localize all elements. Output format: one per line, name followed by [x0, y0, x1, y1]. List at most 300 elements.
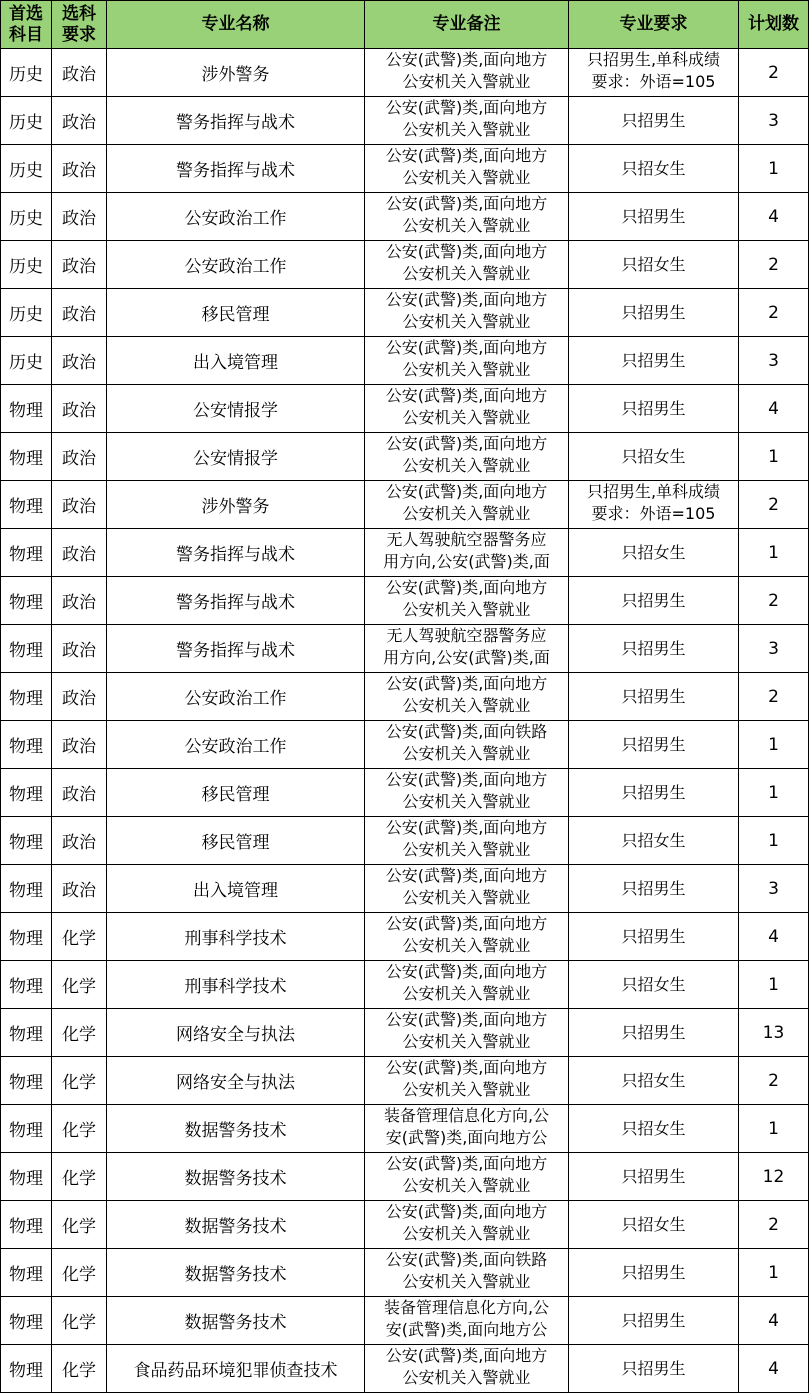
plan-count-cell: [739, 1297, 809, 1345]
major-name-cell: [107, 1201, 365, 1249]
major-note-cell: [365, 481, 569, 529]
major-requirement-cell-text: 只招女生: [621, 446, 686, 466]
plan-count-cell-text: 1: [768, 830, 779, 851]
major-name-cell: [107, 817, 365, 865]
first-subject-cell: [1, 529, 52, 577]
major-name-cell-text: 出入境管理: [193, 881, 278, 901]
first-subject-cell-text: 物理: [9, 1025, 43, 1045]
subject-requirement-cell-text: 化学: [62, 1121, 96, 1141]
major-note-cell: [365, 865, 569, 913]
first-subject-cell: [1, 865, 52, 913]
major-name-cell-text: 警务指挥与战术: [176, 593, 295, 613]
table-row: [1, 1297, 809, 1345]
major-requirement-cell-text: 只招男生,单科成绩 要求：外语=105: [586, 482, 721, 523]
plan-count-cell-text: 1: [768, 446, 779, 467]
major-note-cell-text: 公安(武警)类,面向地方 公安机关入警就业: [385, 146, 548, 187]
major-note-cell-text: 装备管理信息化方向,公 安(武警)类,面向地方公: [383, 1106, 550, 1147]
major-note-cell-text: 公安(武警)类,面向地方 公安机关入警就业: [385, 1346, 548, 1387]
major-note-cell-text: 公安(武警)类,面向地方 公安机关入警就业: [385, 674, 548, 715]
table-row: [1, 241, 809, 289]
plan-count-cell-text: 1: [768, 1262, 779, 1283]
major-note-cell-text: 公安(武警)类,面向地方 公安机关入警就业: [385, 962, 548, 1003]
major-name-cell: [107, 673, 365, 721]
table-row: [1, 769, 809, 817]
major-note-cell-text: 公安(武警)类,面向地方 公安机关入警就业: [385, 578, 548, 619]
major-requirement-cell-text: 只招男生: [621, 926, 686, 946]
major-name-cell-text: 公安政治工作: [184, 689, 287, 709]
major-name-cell-text: 警务指挥与战术: [176, 545, 295, 565]
first-subject-cell: [1, 913, 52, 961]
major-name-cell: [107, 433, 365, 481]
major-requirement-cell-text: 只招女生: [621, 158, 686, 178]
major-requirement-cell-text: 只招女生: [621, 1118, 686, 1138]
major-requirement-cell-text: 只招男生: [621, 1358, 686, 1378]
major-name-cell-text: 涉外警务: [201, 65, 270, 85]
first-subject-cell-text: 物理: [9, 1217, 43, 1237]
subject-requirement-cell-text: 政治: [62, 881, 96, 901]
first-subject-cell: [1, 1009, 52, 1057]
major-note-cell: [365, 625, 569, 673]
table-row: [1, 913, 809, 961]
plan-count-cell: [739, 433, 809, 481]
subject-requirement-cell: [52, 961, 107, 1009]
major-requirement-cell-text: 只招女生: [621, 254, 686, 274]
first-subject-cell: [1, 97, 52, 145]
major-requirement-cell: [569, 1201, 739, 1249]
major-requirement-cell-text: 只招男生: [621, 1310, 686, 1330]
subject-requirement-cell: [52, 1153, 107, 1201]
major-name-cell-text: 刑事科学技术: [184, 929, 287, 949]
major-name-cell: [107, 529, 365, 577]
major-name-cell: [107, 193, 365, 241]
major-note-cell: [365, 673, 569, 721]
table-row: [1, 145, 809, 193]
first-subject-cell-text: 历史: [9, 257, 43, 277]
plan-count-cell: [739, 1057, 809, 1105]
first-subject-cell: [1, 1249, 52, 1297]
table-row: [1, 673, 809, 721]
plan-count-cell-text: 1: [768, 782, 779, 803]
plan-count-cell: [739, 145, 809, 193]
header-subject-requirement-text: 选科 要求: [62, 3, 96, 45]
plan-count-cell-text: 2: [768, 494, 779, 515]
major-note-cell: [365, 145, 569, 193]
major-requirement-cell: [569, 625, 739, 673]
major-requirement-cell: [569, 193, 739, 241]
table-row: [1, 865, 809, 913]
major-note-cell-text: 装备管理信息化方向,公 安(武警)类,面向地方公: [383, 1298, 550, 1339]
first-subject-cell: [1, 577, 52, 625]
subject-requirement-cell: [52, 193, 107, 241]
table-row: [1, 289, 809, 337]
table-row: [1, 1345, 809, 1393]
subject-requirement-cell-text: 政治: [62, 209, 96, 229]
major-requirement-cell-text: 只招男生: [621, 590, 686, 610]
major-note-cell: [365, 1009, 569, 1057]
subject-requirement-cell: [52, 721, 107, 769]
major-note-cell-text: 无人驾驶航空器警务应 用方向,公安(武警)类,面: [383, 530, 550, 571]
major-name-cell: [107, 1297, 365, 1345]
header-major-note: [365, 1, 569, 49]
table-row: [1, 721, 809, 769]
plan-count-cell: [739, 1105, 809, 1153]
plan-count-cell-text: 1: [768, 974, 779, 995]
major-note-cell-text: 公安(武警)类,面向地方 公安机关入警就业: [385, 290, 548, 331]
first-subject-cell: [1, 721, 52, 769]
major-note-cell: [365, 1345, 569, 1393]
first-subject-cell: [1, 1057, 52, 1105]
first-subject-cell-text: 物理: [9, 881, 43, 901]
subject-requirement-cell: [52, 433, 107, 481]
plan-count-cell-text: 4: [768, 1358, 779, 1379]
plan-count-cell: [739, 769, 809, 817]
major-note-cell-text: 公安(武警)类,面向地方 公安机关入警就业: [385, 434, 548, 475]
header-row: [1, 1, 809, 49]
subject-requirement-cell: [52, 337, 107, 385]
subject-requirement-cell-text: 政治: [62, 785, 96, 805]
table-row: [1, 1201, 809, 1249]
major-name-cell: [107, 1009, 365, 1057]
major-requirement-cell-text: 只招男生: [621, 734, 686, 754]
plan-count-cell: [739, 1345, 809, 1393]
major-name-cell-text: 警务指挥与战术: [176, 641, 295, 661]
subject-requirement-cell: [52, 529, 107, 577]
header-first-subject-text: 首选 科目: [9, 3, 43, 45]
major-requirement-cell: [569, 1297, 739, 1345]
major-note-cell: [365, 97, 569, 145]
subject-requirement-cell-text: 化学: [62, 1073, 96, 1093]
major-name-cell-text: 涉外警务: [201, 497, 270, 517]
subject-requirement-cell-text: 政治: [62, 737, 96, 757]
major-note-cell-text: 公安(武警)类,面向地方 公安机关入警就业: [385, 98, 548, 139]
first-subject-cell-text: 物理: [9, 593, 43, 613]
major-note-cell: [365, 1201, 569, 1249]
header-plan-count: [739, 1, 809, 49]
major-note-cell: [365, 289, 569, 337]
major-name-cell: [107, 961, 365, 1009]
header-major-name: [107, 1, 365, 49]
subject-requirement-cell: [52, 673, 107, 721]
major-name-cell-text: 网络安全与执法: [176, 1073, 295, 1093]
plan-count-cell-text: 4: [768, 398, 779, 419]
table-row: [1, 433, 809, 481]
major-note-cell-text: 公安(武警)类,面向地方 公安机关入警就业: [385, 1010, 548, 1051]
first-subject-cell: [1, 1105, 52, 1153]
plan-count-cell: [739, 817, 809, 865]
plan-count-cell: [739, 625, 809, 673]
major-note-cell-text: 公安(武警)类,面向地方 公安机关入警就业: [385, 242, 548, 283]
major-requirement-cell-text: 只招男生: [621, 302, 686, 322]
subject-requirement-cell: [52, 913, 107, 961]
major-note-cell-text: 公安(武警)类,面向地方 公安机关入警就业: [385, 866, 548, 907]
major-name-cell: [107, 625, 365, 673]
plan-count-cell-text: 2: [768, 62, 779, 83]
first-subject-cell-text: 物理: [9, 929, 43, 949]
major-name-cell-text: 公安政治工作: [184, 737, 287, 757]
header-major-name-text: 专业名称: [201, 14, 270, 34]
plan-count-cell-text: 2: [768, 1214, 779, 1235]
table-row: [1, 817, 809, 865]
major-note-cell: [365, 193, 569, 241]
major-name-cell-text: 数据警务技术: [184, 1121, 287, 1141]
subject-requirement-cell-text: 化学: [62, 1265, 96, 1285]
first-subject-cell: [1, 769, 52, 817]
subject-requirement-cell-text: 化学: [62, 1025, 96, 1045]
subject-requirement-cell: [52, 1105, 107, 1153]
plan-count-cell: [739, 913, 809, 961]
subject-requirement-cell-text: 政治: [62, 65, 96, 85]
first-subject-cell-text: 历史: [9, 209, 43, 229]
plan-count-cell: [739, 481, 809, 529]
first-subject-cell-text: 历史: [9, 161, 43, 181]
major-requirement-cell-text: 只招女生: [621, 1070, 686, 1090]
first-subject-cell-text: 物理: [9, 641, 43, 661]
first-subject-cell: [1, 145, 52, 193]
subject-requirement-cell-text: 政治: [62, 833, 96, 853]
subject-requirement-cell: [52, 865, 107, 913]
subject-requirement-cell: [52, 1009, 107, 1057]
first-subject-cell: [1, 289, 52, 337]
major-requirement-cell: [569, 769, 739, 817]
first-subject-cell: [1, 961, 52, 1009]
subject-requirement-cell: [52, 817, 107, 865]
subject-requirement-cell-text: 化学: [62, 1169, 96, 1189]
major-name-cell-text: 网络安全与执法: [176, 1025, 295, 1045]
first-subject-cell: [1, 625, 52, 673]
table-row: [1, 481, 809, 529]
plan-count-cell-text: 13: [762, 1022, 785, 1043]
header-plan-count-text: 计划数: [748, 14, 799, 34]
first-subject-cell-text: 物理: [9, 833, 43, 853]
first-subject-cell-text: 物理: [9, 737, 43, 757]
major-requirement-cell-text: 只招男生: [621, 1166, 686, 1186]
plan-count-cell-text: 3: [768, 110, 779, 131]
plan-count-cell-text: 4: [768, 926, 779, 947]
table-row: [1, 577, 809, 625]
plan-count-cell-text: 3: [768, 638, 779, 659]
plan-count-cell-text: 3: [768, 350, 779, 371]
first-subject-cell-text: 历史: [9, 353, 43, 373]
first-subject-cell: [1, 193, 52, 241]
first-subject-cell-text: 历史: [9, 305, 43, 325]
major-note-cell-text: 公安(武警)类,面向地方 公安机关入警就业: [385, 770, 548, 811]
major-requirement-cell: [569, 49, 739, 97]
major-requirement-cell: [569, 337, 739, 385]
first-subject-cell: [1, 1297, 52, 1345]
major-requirement-cell-text: 只招男生,单科成绩 要求：外语=105: [586, 50, 721, 91]
first-subject-cell: [1, 241, 52, 289]
major-note-cell-text: 公安(武警)类,面向铁路 公安机关入警就业: [385, 1250, 548, 1291]
first-subject-cell-text: 历史: [9, 65, 43, 85]
subject-requirement-cell-text: 政治: [62, 497, 96, 517]
plan-count-cell-text: 3: [768, 878, 779, 899]
major-name-cell-text: 移民管理: [201, 305, 270, 325]
plan-count-cell: [739, 577, 809, 625]
subject-requirement-cell-text: 政治: [62, 689, 96, 709]
first-subject-cell-text: 物理: [9, 1361, 43, 1381]
major-note-cell-text: 公安(武警)类,面向地方 公安机关入警就业: [385, 1202, 548, 1243]
major-requirement-cell: [569, 1249, 739, 1297]
subject-requirement-cell-text: 政治: [62, 113, 96, 133]
major-name-cell-text: 移民管理: [201, 833, 270, 853]
major-note-cell: [365, 1249, 569, 1297]
major-name-cell: [107, 1153, 365, 1201]
major-name-cell-text: 警务指挥与战术: [176, 161, 295, 181]
plan-count-cell: [739, 1249, 809, 1297]
subject-requirement-cell: [52, 145, 107, 193]
table-row: [1, 1153, 809, 1201]
subject-requirement-cell-text: 政治: [62, 593, 96, 613]
major-requirement-cell: [569, 1105, 739, 1153]
major-note-cell-text: 公安(武警)类,面向地方 公安机关入警就业: [385, 1154, 548, 1195]
major-requirement-cell-text: 只招男生: [621, 638, 686, 658]
plan-count-cell: [739, 673, 809, 721]
plan-count-cell: [739, 289, 809, 337]
major-requirement-cell: [569, 1057, 739, 1105]
subject-requirement-cell-text: 政治: [62, 305, 96, 325]
major-requirement-cell: [569, 721, 739, 769]
major-requirement-cell: [569, 97, 739, 145]
major-name-cell: [107, 913, 365, 961]
major-name-cell-text: 食品药品环境犯罪侦查技术: [133, 1361, 338, 1381]
major-note-cell: [365, 49, 569, 97]
subject-requirement-cell: [52, 1201, 107, 1249]
major-name-cell-text: 公安政治工作: [184, 257, 287, 277]
first-subject-cell-text: 物理: [9, 401, 43, 421]
subject-requirement-cell: [52, 49, 107, 97]
plan-count-cell-text: 2: [768, 302, 779, 323]
major-name-cell: [107, 49, 365, 97]
plan-count-cell: [739, 337, 809, 385]
subject-requirement-cell: [52, 769, 107, 817]
plan-count-cell: [739, 721, 809, 769]
header-major-requirement-text: 专业要求: [619, 14, 688, 34]
plan-count-cell: [739, 865, 809, 913]
table-row: [1, 961, 809, 1009]
subject-requirement-cell-text: 政治: [62, 401, 96, 421]
first-subject-cell: [1, 337, 52, 385]
plan-count-cell: [739, 241, 809, 289]
first-subject-cell-text: 物理: [9, 1313, 43, 1333]
major-name-cell: [107, 769, 365, 817]
major-note-cell: [365, 721, 569, 769]
major-name-cell: [107, 1345, 365, 1393]
subject-requirement-cell: [52, 577, 107, 625]
plan-count-cell: [739, 385, 809, 433]
plan-count-cell: [739, 49, 809, 97]
major-note-cell-text: 公安(武警)类,面向地方 公安机关入警就业: [385, 50, 548, 91]
major-requirement-cell-text: 只招男生: [621, 1022, 686, 1042]
subject-requirement-cell: [52, 1057, 107, 1105]
major-name-cell-text: 数据警务技术: [184, 1313, 287, 1333]
major-requirement-cell-text: 只招男生: [621, 350, 686, 370]
major-requirement-cell-text: 只招男生: [621, 686, 686, 706]
first-subject-cell: [1, 481, 52, 529]
major-name-cell: [107, 97, 365, 145]
table-row: [1, 49, 809, 97]
major-requirement-cell-text: 只招男生: [621, 782, 686, 802]
plan-count-cell-text: 4: [768, 1310, 779, 1331]
subject-requirement-cell: [52, 481, 107, 529]
first-subject-cell: [1, 1153, 52, 1201]
plan-count-cell: [739, 193, 809, 241]
major-name-cell-text: 数据警务技术: [184, 1217, 287, 1237]
major-note-cell: [365, 913, 569, 961]
major-name-cell-text: 公安政治工作: [184, 209, 287, 229]
major-requirement-cell-text: 只招女生: [621, 1214, 686, 1234]
major-requirement-cell-text: 只招男生: [621, 398, 686, 418]
plan-count-cell: [739, 961, 809, 1009]
major-note-cell: [365, 1297, 569, 1345]
plan-count-cell: [739, 1201, 809, 1249]
major-name-cell-text: 出入境管理: [193, 353, 278, 373]
major-name-cell-text: 移民管理: [201, 785, 270, 805]
first-subject-cell: [1, 1201, 52, 1249]
subject-requirement-cell-text: 政治: [62, 449, 96, 469]
subject-requirement-cell-text: 化学: [62, 929, 96, 949]
first-subject-cell-text: 物理: [9, 785, 43, 805]
major-name-cell: [107, 337, 365, 385]
table-row: [1, 529, 809, 577]
first-subject-cell: [1, 49, 52, 97]
table-row: [1, 1009, 809, 1057]
table-row: [1, 337, 809, 385]
subject-requirement-cell-text: 政治: [62, 545, 96, 565]
major-note-cell: [365, 961, 569, 1009]
table-body: [1, 49, 809, 1393]
subject-requirement-cell: [52, 97, 107, 145]
major-requirement-cell-text: 只招女生: [621, 830, 686, 850]
major-requirement-cell: [569, 145, 739, 193]
subject-requirement-cell-text: 化学: [62, 1217, 96, 1237]
first-subject-cell-text: 物理: [9, 545, 43, 565]
header-first-subject: [1, 1, 52, 49]
plan-count-cell-text: 4: [768, 206, 779, 227]
subject-requirement-cell-text: 政治: [62, 161, 96, 181]
plan-count-cell-text: 2: [768, 686, 779, 707]
major-name-cell-text: 刑事科学技术: [184, 977, 287, 997]
subject-requirement-cell-text: 政治: [62, 641, 96, 661]
major-note-cell-text: 公安(武警)类,面向地方 公安机关入警就业: [385, 1058, 548, 1099]
major-name-cell-text: 警务指挥与战术: [176, 113, 295, 133]
first-subject-cell: [1, 673, 52, 721]
major-requirement-cell-text: 只招女生: [621, 542, 686, 562]
plan-count-cell: [739, 1153, 809, 1201]
first-subject-cell-text: 物理: [9, 1121, 43, 1141]
major-name-cell: [107, 145, 365, 193]
major-note-cell: [365, 433, 569, 481]
major-note-cell: [365, 385, 569, 433]
plan-count-cell-text: 12: [762, 1166, 785, 1187]
major-note-cell: [365, 577, 569, 625]
subject-requirement-cell: [52, 625, 107, 673]
table-row: [1, 1105, 809, 1153]
subject-requirement-cell-text: 政治: [62, 353, 96, 373]
major-requirement-cell: [569, 481, 739, 529]
subject-requirement-cell: [52, 241, 107, 289]
major-requirement-cell: [569, 1345, 739, 1393]
header-subject-requirement: [52, 1, 107, 49]
subject-requirement-cell: [52, 1249, 107, 1297]
major-name-cell: [107, 385, 365, 433]
plan-count-cell-text: 2: [768, 590, 779, 611]
major-requirement-cell-text: 只招男生: [621, 206, 686, 226]
table-row: [1, 97, 809, 145]
subject-requirement-cell: [52, 289, 107, 337]
subject-requirement-cell: [52, 1345, 107, 1393]
major-name-cell: [107, 865, 365, 913]
major-requirement-cell: [569, 241, 739, 289]
